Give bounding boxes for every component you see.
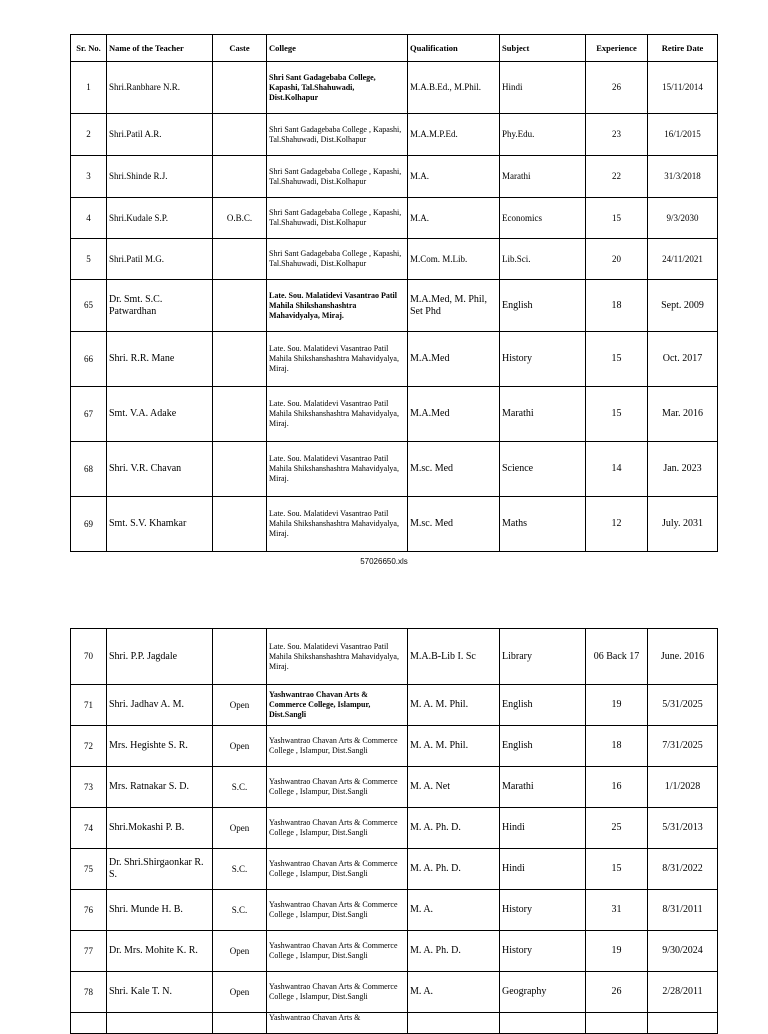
cell-empty [408,1013,500,1034]
cell-qualification: M.A.Med [408,387,500,442]
cell-college: Yashwantrao Chavan Arts & Commerce College , Islampur, Dist.Sangli [267,767,408,808]
cell-retire-date: Jan. 2023 [648,442,718,497]
cell-caste [213,62,267,114]
cell-sr-no: 66 [71,332,107,387]
cell-qualification: M.A. [408,156,500,198]
table-row [71,239,718,280]
cell-caste: S.C. [213,890,267,931]
header-retire-date: Retire Date [648,35,718,62]
cell-empty [586,1013,648,1034]
cell-teacher-name: Shri. P.P. Jagdale [107,629,213,685]
cell-subject: History [500,332,586,387]
cell-teacher-name: Shri.Patil A.R. [107,114,213,156]
cell-teacher-name: Dr. Mrs. Mohite K. R. [107,931,213,972]
cell-experience: 15 [586,332,648,387]
cell-college: Late. Sou. Malatidevi Vasantrao Patil Mahila Shikshanshashtra Mahavidyalya, Miraj. [267,629,408,685]
cell-college: Shri Sant Gadagebaba College, Kapashi, Tal.Shahuwadi, Dist.Kolhapur [267,62,408,114]
cell-retire-date: 8/31/2011 [648,890,718,931]
cell-teacher-name: Mrs. Hegishte S. R. [107,726,213,767]
cell-sr-no: 5 [71,239,107,280]
cell-teacher-name: Shri. R.R. Mane [107,332,213,387]
table-row [71,629,718,685]
cell-experience: 23 [586,114,648,156]
cell-sr-no: 1 [71,62,107,114]
cell-qualification: M.A.Med [408,332,500,387]
header-qualification: Qualification [408,35,500,62]
cell-qualification: M.A.B-Lib I. Sc [408,629,500,685]
cell-subject: Economics [500,198,586,239]
cell-college: Shri Sant Gadagebaba College , Kapashi, Tal.Shahuwadi, Dist.Kolhapur [267,239,408,280]
cell-retire-date: 15/11/2014 [648,62,718,114]
cell-subject: Marathi [500,387,586,442]
table-row [71,280,718,332]
cell-caste: Open [213,726,267,767]
cell-college: Late. Sou. Malatidevi Vasantrao Patil Mahila Shikshanshashtra Mahavidyalya, Miraj. [267,442,408,497]
cell-college: Late. Sou. Malatidevi Vasantrao Patil Mahila Shikshanshashtra Mahavidyalya, Miraj. [267,497,408,552]
cell-experience: 31 [586,890,648,931]
cell-subject: Hindi [500,849,586,890]
cell-sr-no: 2 [71,114,107,156]
cell-retire-date: 2/28/2011 [648,972,718,1013]
table-row [71,442,718,497]
table-row [71,685,718,726]
cell-subject: Marathi [500,156,586,198]
table-row [71,387,718,442]
cell-retire-date: 9/3/2030 [648,198,718,239]
cell-experience: 14 [586,442,648,497]
cell-retire-date: 24/11/2021 [648,239,718,280]
cell-subject: Science [500,442,586,497]
cell-subject: Hindi [500,808,586,849]
cell-teacher-name: Smt. S.V. Khamkar [107,497,213,552]
cell-experience: 20 [586,239,648,280]
cell-qualification: M.A.M.P.Ed. [408,114,500,156]
teacher-table-page-1 [70,34,718,552]
cell-caste [213,497,267,552]
cell-retire-date: 16/1/2015 [648,114,718,156]
cell-sr-no: 71 [71,685,107,726]
cell-teacher-name: Shri. V.R. Chavan [107,442,213,497]
cell-retire-date: 8/31/2022 [648,849,718,890]
cell-qualification: M.A. [408,198,500,239]
cell-qualification: M.A.B.Ed., M.Phil. [408,62,500,114]
cell-teacher-name: Dr. Shri.Shirgaonkar R. S. [107,849,213,890]
cell-college: Late. Sou. Malatidevi Vasantrao Patil Mahila Shikshanshashtra Mahavidyalya, Miraj. [267,280,408,332]
table-row [71,497,718,552]
header-college: College [267,35,408,62]
cell-caste: Open [213,972,267,1013]
cell-caste [213,442,267,497]
table-row [71,332,718,387]
cell-retire-date: 31/3/2018 [648,156,718,198]
cell-sr-no: 74 [71,808,107,849]
teacher-table-page-2 [70,628,718,1034]
cell-college: Shri Sant Gadagebaba College , Kapashi, Tal.Shahuwadi, Dist.Kolhapur [267,156,408,198]
cell-experience: 26 [586,972,648,1013]
cell-qualification: M. A. M. Phil. [408,726,500,767]
cell-qualification: M. A. Ph. D. [408,808,500,849]
cell-qualification: M.Com. M.Lib. [408,239,500,280]
cell-teacher-name: Dr. Smt. S.C. Patwardhan [107,280,213,332]
table-row [71,726,718,767]
cell-teacher-name: Shri.Patil M.G. [107,239,213,280]
cell-subject: History [500,890,586,931]
header-experience: Experience [586,35,648,62]
cell-college: Yashwantrao Chavan Arts & Commerce College , Islampur, Dist.Sangli [267,808,408,849]
cell-college: Yashwantrao Chavan Arts & Commerce College , Islampur, Dist.Sangli [267,849,408,890]
table-row-partial [71,1013,718,1034]
cell-teacher-name: Shri.Ranbhare N.R. [107,62,213,114]
cell-retire-date: Oct. 2017 [648,332,718,387]
cell-teacher-name: Shri. Munde H. B. [107,890,213,931]
cell-experience: 15 [586,387,648,442]
cell-sr-no: 68 [71,442,107,497]
cell-college: Yashwantrao Chavan Arts & [267,1013,408,1034]
cell-experience: 12 [586,497,648,552]
cell-subject: English [500,280,586,332]
cell-experience: 16 [586,767,648,808]
cell-experience: 06 Back 17 [586,629,648,685]
cell-college: Yashwantrao Chavan Arts & Commerce College , Islampur, Dist.Sangli [267,972,408,1013]
cell-sr-no: 69 [71,497,107,552]
cell-sr-no: 4 [71,198,107,239]
cell-retire-date: 5/31/2025 [648,685,718,726]
cell-subject: Marathi [500,767,586,808]
cell-retire-date: 7/31/2025 [648,726,718,767]
cell-teacher-name: Shri.Mokashi P. B. [107,808,213,849]
cell-experience: 22 [586,156,648,198]
cell-experience: 25 [586,808,648,849]
cell-experience: 15 [586,198,648,239]
cell-experience: 26 [586,62,648,114]
cell-teacher-name: Smt. V.A. Adake [107,387,213,442]
cell-qualification: M. A. Net [408,767,500,808]
cell-college: Shri Sant Gadagebaba College , Kapashi, Tal.Shahuwadi, Dist.Kolhapur [267,114,408,156]
cell-teacher-name: Shri.Shinde R.J. [107,156,213,198]
cell-qualification: M. A. [408,890,500,931]
cell-retire-date: 1/1/2028 [648,767,718,808]
header-subject: Subject [500,35,586,62]
cell-caste [213,239,267,280]
cell-caste: Open [213,931,267,972]
cell-experience: 18 [586,726,648,767]
cell-qualification: M. A. M. Phil. [408,685,500,726]
cell-college: Yashwantrao Chavan Arts & Commerce College , Islampur, Dist.Sangli [267,931,408,972]
table-row [71,849,718,890]
cell-empty [213,1013,267,1034]
cell-retire-date: Sept. 2009 [648,280,718,332]
cell-caste [213,156,267,198]
table-row [71,972,718,1013]
cell-caste [213,332,267,387]
cell-subject: Library [500,629,586,685]
cell-sr-no: 67 [71,387,107,442]
cell-sr-no: 75 [71,849,107,890]
cell-teacher-name: Shri. Kale T. N. [107,972,213,1013]
cell-experience: 19 [586,685,648,726]
table-row [71,767,718,808]
cell-qualification: M. A. Ph. D. [408,931,500,972]
cell-subject: Hindi [500,62,586,114]
cell-college: Late. Sou. Malatidevi Vasantrao Patil Mahila Shikshanshashtra Mahavidyalya, Miraj. [267,387,408,442]
cell-caste [213,629,267,685]
cell-empty [500,1013,586,1034]
cell-qualification: M.A.Med, M. Phil, Set Phd [408,280,500,332]
cell-retire-date: 9/30/2024 [648,931,718,972]
cell-retire-date: June. 2016 [648,629,718,685]
cell-experience: 19 [586,931,648,972]
cell-caste: S.C. [213,767,267,808]
cell-sr-no: 78 [71,972,107,1013]
cell-subject: English [500,685,586,726]
cell-retire-date: 5/31/2013 [648,808,718,849]
header-name: Name of the Teacher [107,35,213,62]
cell-subject: Lib.Sci. [500,239,586,280]
cell-subject: History [500,931,586,972]
cell-empty [648,1013,718,1034]
table-row [71,890,718,931]
cell-college: Yashwantrao Chavan Arts & Commerce College , Islampur, Dist.Sangli [267,726,408,767]
cell-sr-no: 77 [71,931,107,972]
cell-sr-no: 72 [71,726,107,767]
cell-empty [71,1013,107,1034]
cell-subject: English [500,726,586,767]
cell-teacher-name: Shri.Kudale S.P. [107,198,213,239]
table-row [71,156,718,198]
cell-sr-no: 3 [71,156,107,198]
cell-college: Late. Sou. Malatidevi Vasantrao Patil Mahila Shikshanshashtra Mahavidyalya, Miraj. [267,332,408,387]
cell-teacher-name: Mrs. Ratnakar S. D. [107,767,213,808]
cell-subject: Geography [500,972,586,1013]
cell-caste [213,387,267,442]
table-row [71,931,718,972]
table-row [71,114,718,156]
cell-teacher-name: Shri. Jadhav A. M. [107,685,213,726]
cell-experience: 18 [586,280,648,332]
cell-qualification: M. A. [408,972,500,1013]
cell-qualification: M.sc. Med [408,442,500,497]
file-name-footer: 57026650.xls [360,557,408,566]
header-sr: Sr. No. [71,35,107,62]
table-header-row [71,35,718,62]
cell-caste: S.C. [213,849,267,890]
header-caste: Caste [213,35,267,62]
cell-empty [107,1013,213,1034]
cell-experience: 15 [586,849,648,890]
cell-subject: Phy.Edu. [500,114,586,156]
table-row [71,62,718,114]
cell-caste [213,280,267,332]
cell-college: Shri Sant Gadagebaba College , Kapashi, Tal.Shahuwadi, Dist.Kolhapur [267,198,408,239]
cell-caste: Open [213,685,267,726]
table-row [71,808,718,849]
cell-sr-no: 65 [71,280,107,332]
cell-qualification: M. A. Ph. D. [408,849,500,890]
cell-college: Yashwantrao Chavan Arts & Commerce College , Islampur, Dist.Sangli [267,890,408,931]
cell-sr-no: 73 [71,767,107,808]
cell-subject: Maths [500,497,586,552]
cell-caste: Open [213,808,267,849]
cell-qualification: M.sc. Med [408,497,500,552]
cell-retire-date: July. 2031 [648,497,718,552]
cell-college: Yashwantrao Chavan Arts & Commerce College, Islampur, Dist.Sangli [267,685,408,726]
cell-caste: O.B.C. [213,198,267,239]
cell-caste [213,114,267,156]
cell-sr-no: 76 [71,890,107,931]
cell-retire-date: Mar. 2016 [648,387,718,442]
table-row [71,198,718,239]
cell-sr-no: 70 [71,629,107,685]
